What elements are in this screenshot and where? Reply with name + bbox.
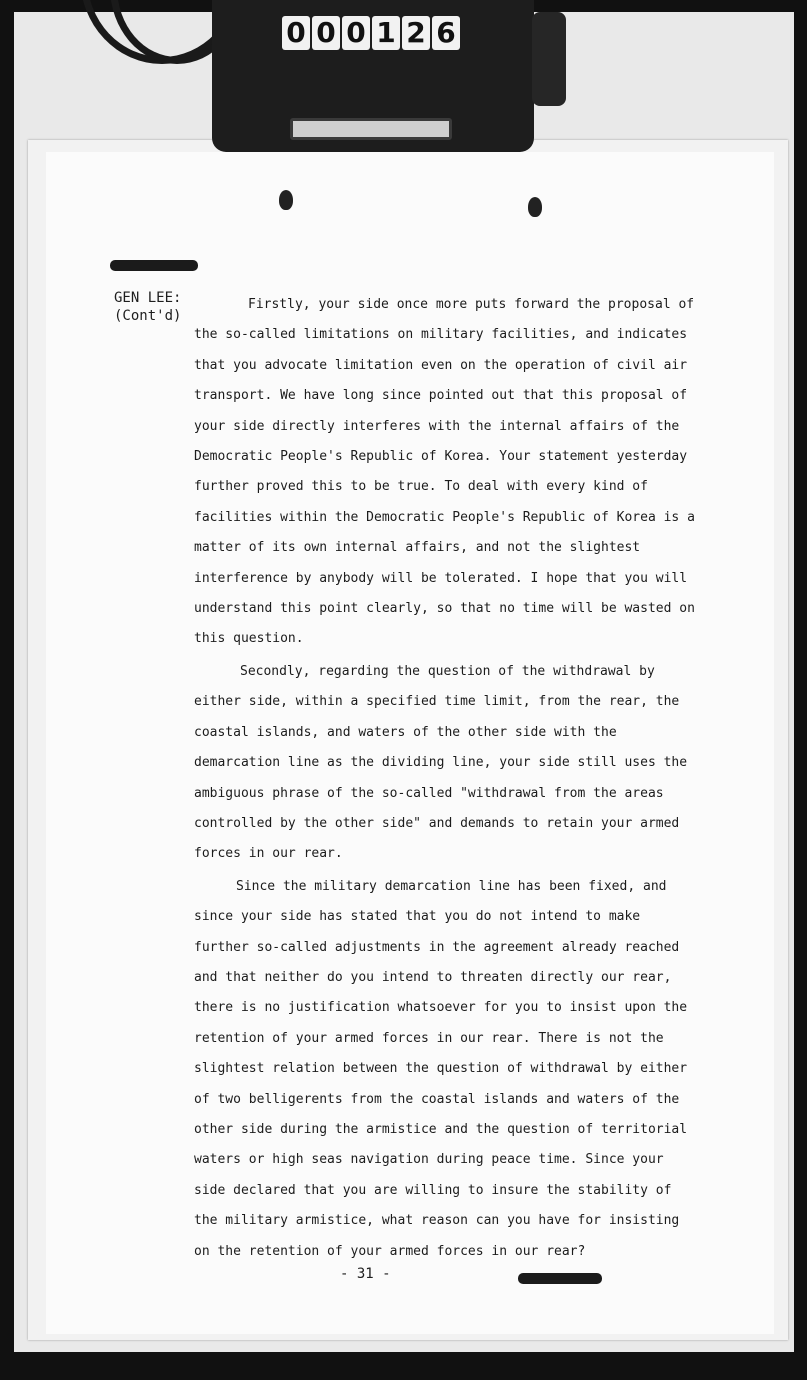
counter-digit: 2 <box>402 16 430 50</box>
punch-hole <box>528 197 542 217</box>
redacted-classification-mark <box>518 1273 602 1284</box>
speaker-name: GEN LEE: <box>114 290 182 306</box>
punch-hole <box>279 190 293 210</box>
counter-digit: 6 <box>432 16 460 50</box>
counter-digit: 0 <box>342 16 370 50</box>
speaker-label <box>114 289 181 325</box>
counter-knob <box>532 12 566 106</box>
counter-slot <box>290 118 452 140</box>
frame-counter <box>282 16 460 50</box>
redacted-classification-mark <box>110 260 198 271</box>
paragraph: Firstly, your side once more puts forward the proposal of the so-called limitations on military facilities, and indicates that you advocate limitation even on the operation of civil air transport. We have long since pointed out that this proposal of your side directly interferes with the internal affairs of the Democratic People's Republic of Korea. Your statement yesterday further proved this to be true. To deal with every kind of facilities within the Democratic People's Republic of Korea is a matter of its own internal affairs, and not the slightest interference by anybody will be tolerated. I hope that you will understand this point clearly, so that no time will be wasted on this question. <box>194 297 695 647</box>
counter-digit: 0 <box>312 16 340 50</box>
transcript-body <box>194 290 700 1267</box>
page-number: - 31 - <box>340 1266 391 1282</box>
paragraph: Since the military demarcation line has been fixed, and since your side has stated that you do not intend to make further so-called adjustments in the agreement already reached and that neither do you intend to threaten directly our rear, there is no justification whatsoever for you to insist upon the retention of your armed forces in our rear. There is not the slightest relation between the question of withdrawal by either of two belligerents from the coastal islands and waters of the other side during the armistice and the question of territorial waters or high seas navigation during peace time. Since your side declared that you are willing to insure the stability of the military armistice, what reason can you have for insisting on the retention of your armed forces in our rear? <box>194 878 688 1259</box>
speaker-continuation: (Cont'd) <box>114 308 182 324</box>
paragraph: Secondly, regarding the question of the withdrawal by either side, within a specified time limit, from the rear, the coastal islands, and waters of the other side with the demarcation line as the dividing line, your side still uses the ambiguous phrase of the so-called "withdrawal from the areas controlled by the other side" and demands to retain your armed forces in our rear. <box>194 663 688 862</box>
counter-digit: 1 <box>372 16 400 50</box>
counter-digit: 0 <box>282 16 310 50</box>
